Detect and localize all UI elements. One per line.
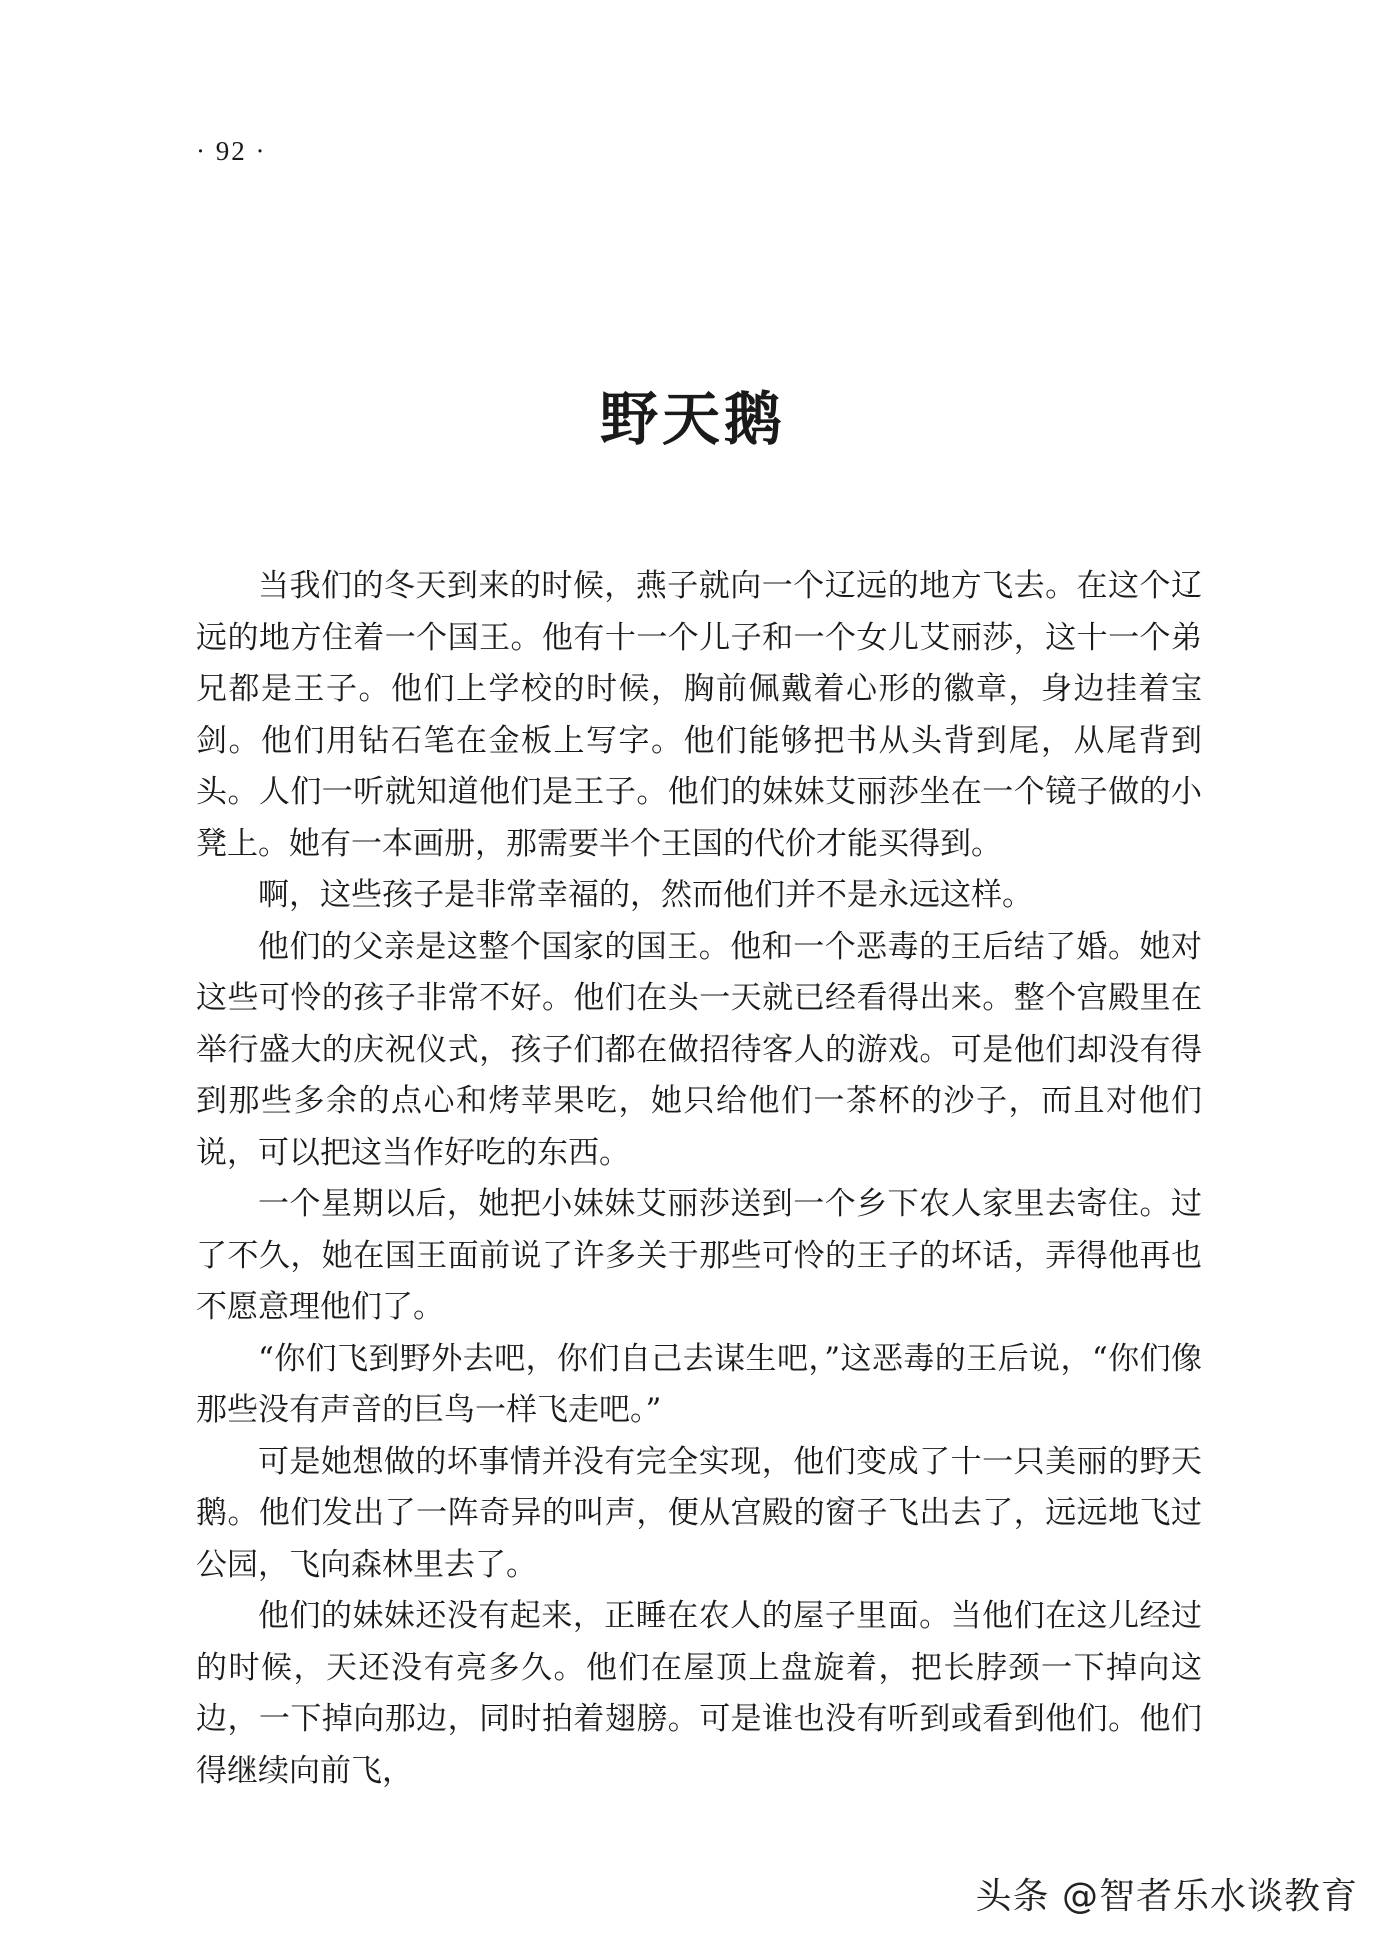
paragraph: 他们的父亲是这整个国家的国王。他和一个恶毒的王后结了婚。她对这些可怜的孩子非常不好。他们在头一天就已经看得出来。整个宫殿里在举行盛大的庆祝仪式，孩子们都在做招待客人的游戏。可是他们却没有得到那些多余的点心和烤苹果吃，她只给他们一茶杯的沙子，而且对他们说，可以把这当作好吃的东西。 bbox=[196, 928, 1202, 1171]
paragraph: 啊，这些孩子是非常幸福的，然而他们并不是永远这样。 bbox=[258, 877, 1033, 913]
page-number: · 92 · bbox=[196, 136, 267, 166]
body-text bbox=[196, 561, 1202, 1797]
watermark: 头条 @智者乐水谈教育 bbox=[975, 1876, 1358, 1917]
chapter-title: 野天鹅 bbox=[599, 385, 786, 453]
paragraph: “你们飞到野外去吧，你们自己去谋生吧，”这恶毒的王后说，“你们像那些没有声音的巨鸟一样飞走吧。” bbox=[196, 1340, 1202, 1428]
paragraph: 可是她想做的坏事情并没有完全实现，他们变成了十一只美丽的野天鹅。他们发出了一阵奇异的叫声，便从宫殿的窗子飞出去了，远远地飞过公园，飞向森林里去了。 bbox=[196, 1443, 1202, 1583]
paragraph: 当我们的冬天到来的时候，燕子就向一个辽远的地方飞去。在这个辽远的地方住着一个国王。他有十一个儿子和一个女儿艾丽莎，这十一个弟兄都是王子。他们上学校的时候，胸前佩戴着心形的徽章，身边挂着宝剑。他们用钻石笔在金板上写字。他们能够把书从头背到尾，从尾背到头。人们一听就知道他们是王子。他们的妹妹艾丽莎坐在一个镜子做的小凳上。她有一本画册，那需要半个王国的代价才能买得到。 bbox=[196, 568, 1202, 862]
paragraph: 他们的妹妹还没有起来，正睡在农人的屋子里面。当他们在这儿经过的时候，天还没有亮多久。他们在屋顶上盘旋着，把长脖颈一下掉向这边，一下掉向那边，同时拍着翅膀。可是谁也没有听到或看到他们。他们得继续向前飞， bbox=[196, 1598, 1202, 1789]
paragraph: 一个星期以后，她把小妹妹艾丽莎送到一个乡下农人家里去寄住。过了不久，她在国王面前说了许多关于那些可怜的王子的坏话，弄得他再也不愿意理他们了。 bbox=[196, 1186, 1202, 1325]
